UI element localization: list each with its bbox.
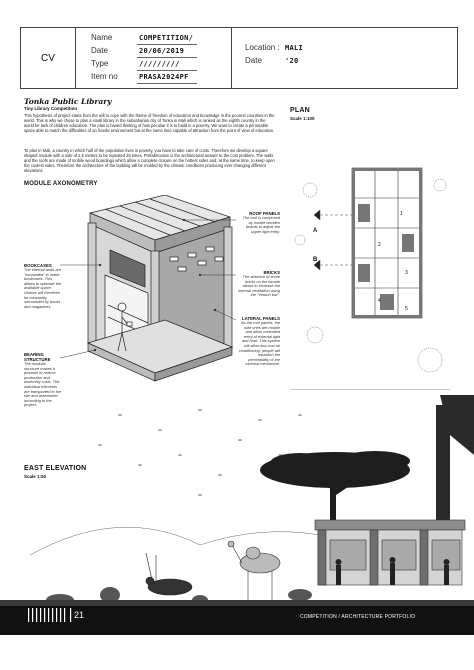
bricks-annotation <box>238 270 280 298</box>
location-label: Location : <box>245 43 280 52</box>
name-value: COMPETITION/ <box>139 34 194 42</box>
bricks-annotation-title: BRICKS <box>263 270 280 275</box>
page-number: 21 <box>74 610 85 620</box>
item-value: PRASA2024PF <box>139 73 189 81</box>
header-box <box>20 27 458 89</box>
bookcases-annotation <box>24 263 62 309</box>
underline <box>137 70 197 71</box>
cv-label: CV <box>21 28 76 88</box>
annotation-leaders <box>60 200 240 400</box>
elevation-drawing <box>0 395 474 635</box>
roof-annotation-text: The roof is composed by mobile wooden boards to adjust the upper light entry. <box>242 215 280 234</box>
location-value: MALI <box>285 44 304 52</box>
underline <box>137 44 197 45</box>
project-paragraph-2: To plan in Mali, a country in which half of the population lives in poverty, you have to take care of costs. Therefore we develop a square shaped module with a side of 2,5 meters to be repeated 25 times. Prefabrication is the architectural answer to the cost problem. The walls and the roofs are made of mobile wood boardings which allow a complete closure on the hottest sides and, at the same time, to keep open the coolest sides. Therefore the architecture of the building will be molded by the climatic conditions producing ever changing different elevations. <box>24 148 275 173</box>
project-title: Tonka Public Library <box>24 97 112 106</box>
plan-room-3: 3 <box>405 270 408 276</box>
bookcases-annotation-title: BOOKCASES <box>24 263 52 268</box>
item-label: Item no <box>91 72 118 81</box>
plan-room-4: 4 <box>378 298 381 304</box>
elevation-scale: Scale 1:50 <box>24 474 47 479</box>
lateral-annotation <box>238 316 280 367</box>
bearing-annotation-text: The modular structure makes it possible to reduce production and assembly costs. The individual elements are transported to the site and assembled according to the project. <box>24 361 62 408</box>
plan-section-b: B <box>313 257 318 263</box>
underline <box>137 57 197 58</box>
roof-annotation-title: ROOF PANELS <box>249 211 280 216</box>
bookcases-annotation-text: The internal walls are "excavated" to make bookcases. This allows to optimize the available space. Visitors will therefore be constantly surrounded by books and magazines. <box>24 267 62 309</box>
plan-scale: Scale 1:100 <box>290 116 315 121</box>
date-value: 20/06/2019 <box>139 47 185 55</box>
date2-value: '20 <box>285 57 299 65</box>
footer-label: COMPETITION / ARCHITECTURE PORTFOLIO <box>300 614 416 620</box>
project-subtitle: Tiny Library Competition <box>24 106 78 111</box>
project-paragraph-1: This hypothesis of project starts from the will to cope with the theme of freedom of education and knowledge in the poorest countries in the world. This is why we chose to plan a small library in the subsaharian city of Tonka in Mali which is ranked as the eighth country in the world for lack of children education. The plan is based thinking of how peculiar it is to build in a poverty. We want to create a permeable space able to match the difficulties of an hostile environment but at the same time capable of attraction from the point of view of education. <box>24 113 275 133</box>
bearing-annotation-title: BEARING STRUCTURE <box>24 352 51 362</box>
roof-annotation <box>238 211 280 234</box>
date-label: Date <box>91 46 108 55</box>
bricks-annotation-text: The absence of some bricks on the facade allows to increase the internal ventilation using the "Venturi law". <box>238 274 280 298</box>
plan-drawing <box>290 160 450 390</box>
plan-heading: PLAN <box>290 107 310 114</box>
lateral-annotation-title: LATERAL PANELS <box>242 316 280 321</box>
name-label: Name <box>91 33 113 42</box>
type-value: ///////// <box>139 60 180 68</box>
date2-label: Date <box>245 56 262 65</box>
header-divider <box>231 28 232 88</box>
plan-room-2: 2 <box>378 242 381 248</box>
plan-section-a: A <box>313 228 318 234</box>
type-label: Type <box>91 59 109 68</box>
plan-room-1: 1 <box>400 211 403 217</box>
module-heading: MODULE AXONOMETRY <box>24 181 98 187</box>
elevation-heading: EAST ELEVATION <box>24 465 87 472</box>
underline <box>137 83 197 84</box>
plan-room-5: 5 <box>405 306 408 312</box>
lateral-annotation-text: As the roof panels, the side ones are mobile and allow controlled entry of external light and heat. This system will allow low-cost air conditioning: people will establish the permeability of the external membrane. <box>238 320 280 367</box>
